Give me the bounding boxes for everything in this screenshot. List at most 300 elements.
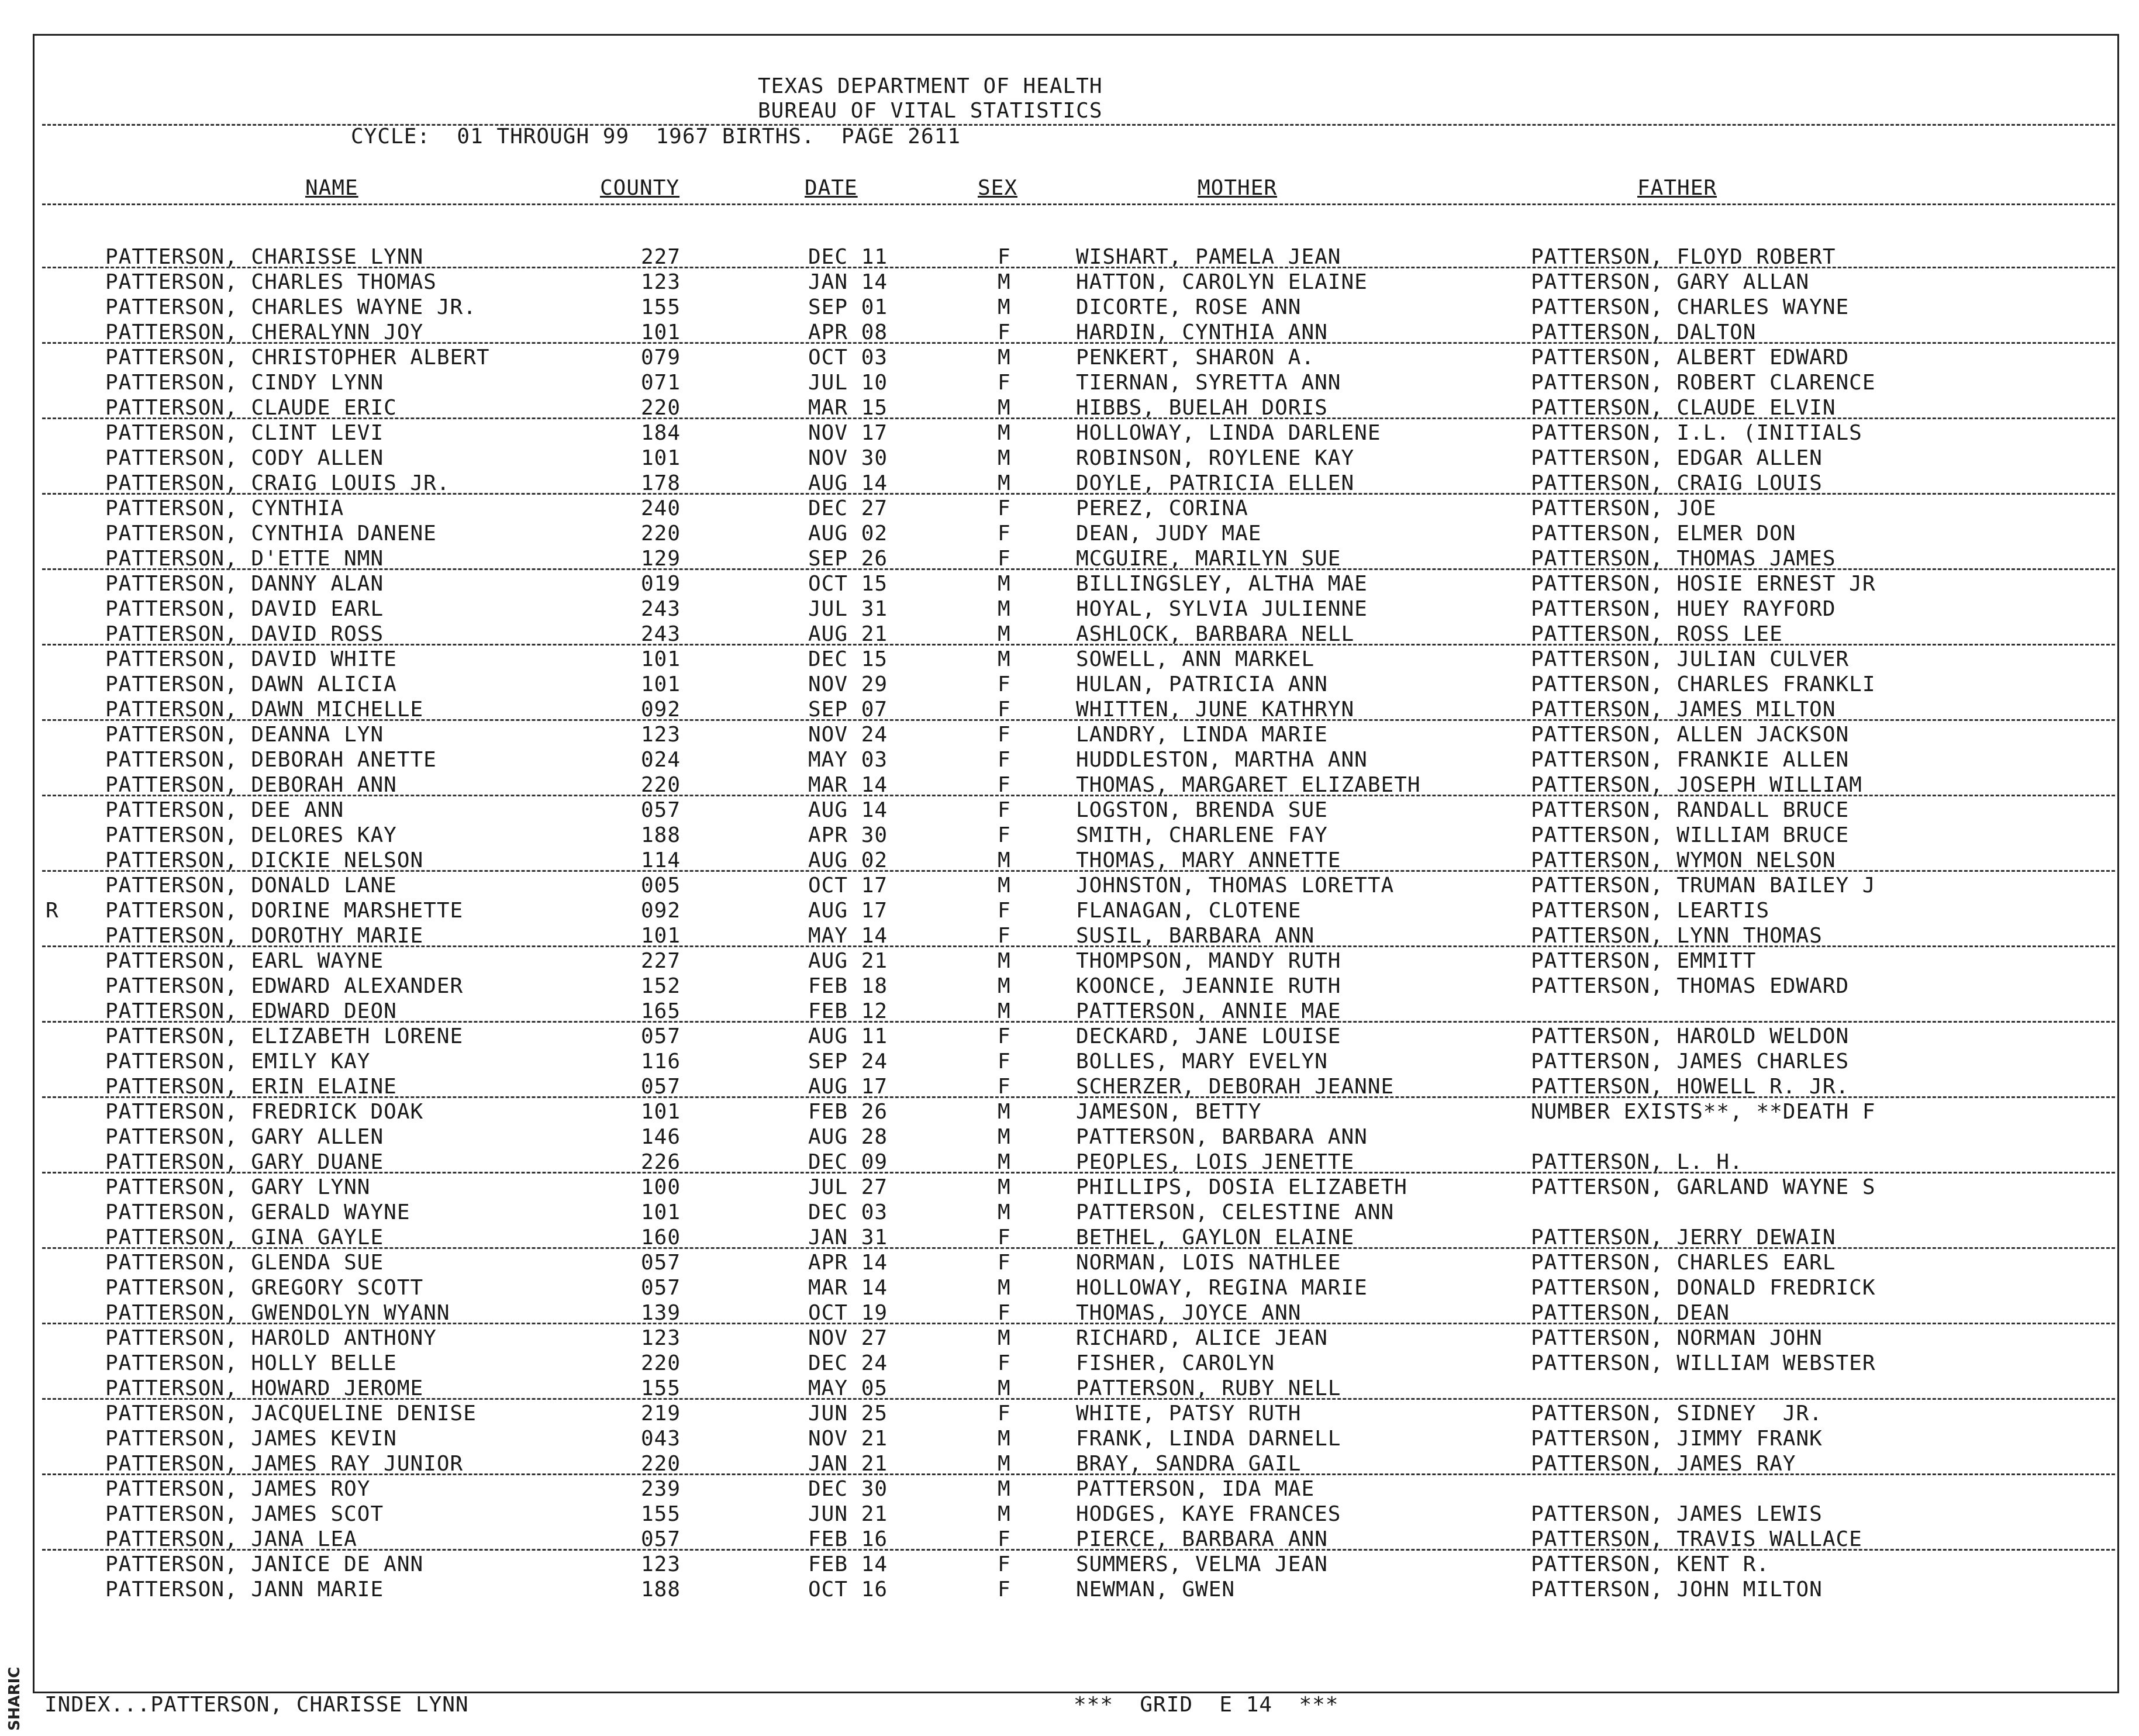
record-name: PATTERSON, CYNTHIA DANENE bbox=[105, 522, 437, 546]
record-mother: PATTERSON, IDA MAE bbox=[1076, 1477, 1315, 1501]
record-father: PATTERSON, L. H. bbox=[1531, 1150, 1743, 1174]
record-father: PATTERSON, ALBERT EDWARD bbox=[1531, 346, 1850, 370]
record-father: PATTERSON, I.L. (INITIALS bbox=[1531, 421, 1862, 445]
record-name: PATTERSON, GLENDA SUE bbox=[105, 1251, 384, 1275]
record-date: MAY 03 bbox=[808, 748, 888, 772]
record-mother: WISHART, PAMELA JEAN bbox=[1076, 245, 1341, 269]
record-sex: M bbox=[998, 1150, 1011, 1174]
record-name: PATTERSON, EDWARD DEON bbox=[105, 999, 397, 1023]
record-county: 071 bbox=[641, 371, 681, 395]
record-name: PATTERSON, DAVID ROSS bbox=[105, 622, 384, 646]
record-county: 240 bbox=[641, 496, 681, 520]
record-name: PATTERSON, CRAIG LOUIS JR. bbox=[105, 471, 450, 495]
record-sex: M bbox=[998, 1125, 1011, 1149]
record-sex: M bbox=[998, 270, 1011, 294]
record-county: 101 bbox=[641, 1200, 681, 1224]
record-county: 079 bbox=[641, 346, 681, 370]
record-name: PATTERSON, ELIZABETH LORENE bbox=[105, 1024, 464, 1048]
record-county: 243 bbox=[641, 622, 681, 646]
record-date: SEP 26 bbox=[808, 547, 888, 571]
record-name: PATTERSON, HAROLD ANTHONY bbox=[105, 1326, 437, 1350]
record-county: 146 bbox=[641, 1125, 681, 1149]
record-name: PATTERSON, CLAUDE ERIC bbox=[105, 396, 397, 420]
record-sex: M bbox=[998, 1427, 1011, 1451]
record-father: PATTERSON, GARLAND WAYNE S bbox=[1531, 1175, 1876, 1199]
record-date: MAR 15 bbox=[808, 396, 888, 420]
record-date: DEC 30 bbox=[808, 1477, 888, 1501]
record-date: NOV 30 bbox=[808, 446, 888, 470]
record-date: AUG 21 bbox=[808, 622, 888, 646]
record-county: 165 bbox=[641, 999, 681, 1023]
record-date: JAN 21 bbox=[808, 1452, 888, 1476]
group-divider bbox=[42, 493, 2115, 495]
record-sex: F bbox=[998, 547, 1011, 571]
record-father: PATTERSON, RANDALL BRUCE bbox=[1531, 798, 1850, 822]
record-date: NOV 27 bbox=[808, 1326, 888, 1350]
record-name: PATTERSON, JAMES KEVIN bbox=[105, 1427, 397, 1451]
record-mother: HUDDLESTON, MARTHA ANN bbox=[1076, 748, 1368, 772]
record-father: PATTERSON, JAMES RAY bbox=[1531, 1452, 1796, 1476]
record-mother: JAMESON, BETTY bbox=[1076, 1100, 1262, 1124]
record-county: 024 bbox=[641, 748, 681, 772]
record-date: SEP 01 bbox=[808, 295, 888, 319]
record-county: 114 bbox=[641, 848, 681, 872]
record-county: 101 bbox=[641, 446, 681, 470]
record-father: PATTERSON, THOMAS EDWARD bbox=[1531, 974, 1850, 998]
record-name: PATTERSON, EMILY KAY bbox=[105, 1050, 371, 1074]
record-county: 123 bbox=[641, 1326, 681, 1350]
record-mother: BRAY, SANDRA GAIL bbox=[1076, 1452, 1302, 1476]
record-date: AUG 02 bbox=[808, 522, 888, 546]
record-mother: HARDIN, CYNTHIA ANN bbox=[1076, 320, 1328, 344]
record-date: FEB 14 bbox=[808, 1552, 888, 1576]
record-father: PATTERSON, DEAN bbox=[1531, 1301, 1730, 1325]
record-mother: THOMAS, MARY ANNETTE bbox=[1076, 848, 1341, 872]
record-county: 220 bbox=[641, 396, 681, 420]
header-divider-2 bbox=[42, 203, 2115, 205]
title-line-1: TEXAS DEPARTMENT OF HEALTH bbox=[758, 74, 1103, 98]
record-date: APR 08 bbox=[808, 320, 888, 344]
record-name: PATTERSON, JANA LEA bbox=[105, 1527, 357, 1551]
footer-grid: *** GRID E 14 *** bbox=[1074, 1693, 1339, 1717]
record-date: JAN 14 bbox=[808, 270, 888, 294]
group-divider bbox=[42, 1473, 2115, 1475]
record-date: JUL 31 bbox=[808, 597, 888, 621]
record-sex: F bbox=[998, 899, 1011, 923]
record-date: SEP 24 bbox=[808, 1050, 888, 1074]
record-father: PATTERSON, FRANKIE ALLEN bbox=[1531, 748, 1850, 772]
record-date: JUN 21 bbox=[808, 1502, 888, 1526]
record-sex: F bbox=[998, 773, 1011, 797]
record-date: JUN 25 bbox=[808, 1402, 888, 1426]
record-date: FEB 26 bbox=[808, 1100, 888, 1124]
group-divider bbox=[42, 795, 2115, 796]
record-mother: DECKARD, JANE LOUISE bbox=[1076, 1024, 1341, 1048]
record-name: PATTERSON, GINA GAYLE bbox=[105, 1226, 384, 1250]
record-mother: HOYAL, SYLVIA JULIENNE bbox=[1076, 597, 1368, 621]
record-mother: PENKERT, SHARON A. bbox=[1076, 346, 1315, 370]
record-county: 220 bbox=[641, 1452, 681, 1476]
record-sex: F bbox=[998, 1075, 1011, 1099]
record-date: MAY 14 bbox=[808, 924, 888, 948]
record-name: PATTERSON, JANICE DE ANN bbox=[105, 1552, 424, 1576]
record-county: 243 bbox=[641, 597, 681, 621]
record-father: PATTERSON, TRAVIS WALLACE bbox=[1531, 1527, 1862, 1551]
record-sex: F bbox=[998, 1301, 1011, 1325]
record-mother: SOWELL, ANN MARKEL bbox=[1076, 647, 1315, 671]
record-date: FEB 16 bbox=[808, 1527, 888, 1551]
record-county: 019 bbox=[641, 572, 681, 596]
record-sex: F bbox=[998, 1402, 1011, 1426]
record-date: OCT 03 bbox=[808, 346, 888, 370]
record-father: PATTERSON, HOSIE ERNEST JR bbox=[1531, 572, 1876, 596]
group-divider bbox=[42, 568, 2115, 570]
record-date: JUL 27 bbox=[808, 1175, 888, 1199]
record-sex: M bbox=[998, 1326, 1011, 1350]
record-county: 123 bbox=[641, 1552, 681, 1576]
record-name: PATTERSON, FREDRICK DOAK bbox=[105, 1100, 424, 1124]
record-sex: M bbox=[998, 1452, 1011, 1476]
record-father: PATTERSON, WILLIAM WEBSTER bbox=[1531, 1351, 1876, 1375]
record-date: OCT 17 bbox=[808, 874, 888, 898]
record-mother: HIBBS, BUELAH DORIS bbox=[1076, 396, 1328, 420]
record-name: PATTERSON, CHRISTOPHER ALBERT bbox=[105, 346, 490, 370]
record-date: DEC 27 bbox=[808, 496, 888, 520]
record-name: PATTERSON, DAVID WHITE bbox=[105, 647, 397, 671]
footer-index: INDEX...PATTERSON, CHARISSE LYNN bbox=[44, 1693, 469, 1717]
record-father: PATTERSON, ALLEN JACKSON bbox=[1531, 723, 1850, 747]
record-father: PATTERSON, KENT R. bbox=[1531, 1552, 1770, 1576]
record-county: 005 bbox=[641, 874, 681, 898]
record-name: PATTERSON, DAWN MICHELLE bbox=[105, 698, 424, 722]
record-mother: TIERNAN, SYRETTA ANN bbox=[1076, 371, 1341, 395]
record-sex: M bbox=[998, 421, 1011, 445]
record-name: PATTERSON, GARY ALLEN bbox=[105, 1125, 384, 1149]
record-name: PATTERSON, CHARLES THOMAS bbox=[105, 270, 437, 294]
record-mother: HODGES, KAYE FRANCES bbox=[1076, 1502, 1341, 1526]
record-county: 101 bbox=[641, 672, 681, 696]
record-county: 160 bbox=[641, 1226, 681, 1250]
record-mother: LOGSTON, BRENDA SUE bbox=[1076, 798, 1328, 822]
group-divider bbox=[42, 342, 2115, 344]
group-divider bbox=[42, 719, 2115, 721]
side-tag: SHARIC bbox=[6, 1666, 23, 1731]
record-mother: PATTERSON, BARBARA ANN bbox=[1076, 1125, 1368, 1149]
record-father: PATTERSON, CHARLES FRANKLI bbox=[1531, 672, 1876, 696]
record-mother: HOLLOWAY, REGINA MARIE bbox=[1076, 1276, 1368, 1300]
record-name: PATTERSON, DEBORAH ANETTE bbox=[105, 748, 437, 772]
record-county: 139 bbox=[641, 1301, 681, 1325]
record-father: PATTERSON, JAMES CHARLES bbox=[1531, 1050, 1850, 1074]
record-sex: F bbox=[998, 1226, 1011, 1250]
record-name: PATTERSON, JAMES SCOT bbox=[105, 1502, 384, 1526]
record-mother: PIERCE, BARBARA ANN bbox=[1076, 1527, 1328, 1551]
record-name: PATTERSON, JAMES RAY JUNIOR bbox=[105, 1452, 464, 1476]
record-father: PATTERSON, JAMES MILTON bbox=[1531, 698, 1836, 722]
record-father: PATTERSON, HOWELL R. JR. bbox=[1531, 1075, 1850, 1099]
record-name: PATTERSON, JACQUELINE DENISE bbox=[105, 1402, 477, 1426]
record-mother: PATTERSON, CELESTINE ANN bbox=[1076, 1200, 1395, 1224]
record-sex: M bbox=[998, 471, 1011, 495]
record-sex: F bbox=[998, 672, 1011, 696]
record-date: FEB 18 bbox=[808, 974, 888, 998]
record-father: PATTERSON, TRUMAN BAILEY J bbox=[1531, 874, 1876, 898]
record-mother: FRANK, LINDA DARNELL bbox=[1076, 1427, 1341, 1451]
record-date: DEC 15 bbox=[808, 647, 888, 671]
record-name: PATTERSON, CHERALYNN JOY bbox=[105, 320, 424, 344]
record-name: PATTERSON, GARY DUANE bbox=[105, 1150, 384, 1174]
record-sex: F bbox=[998, 798, 1011, 822]
record-county: 101 bbox=[641, 320, 681, 344]
record-sex: F bbox=[998, 245, 1011, 269]
record-name: PATTERSON, CHARLES WAYNE JR. bbox=[105, 295, 477, 319]
record-date: AUG 28 bbox=[808, 1125, 888, 1149]
group-divider bbox=[42, 1549, 2115, 1551]
record-date: JUL 10 bbox=[808, 371, 888, 395]
record-sex: M bbox=[998, 396, 1011, 420]
record-name: PATTERSON, DELORES KAY bbox=[105, 823, 397, 847]
record-date: NOV 17 bbox=[808, 421, 888, 445]
record-date: DEC 24 bbox=[808, 1351, 888, 1375]
record-county: 220 bbox=[641, 773, 681, 797]
record-date: NOV 21 bbox=[808, 1427, 888, 1451]
record-county: 092 bbox=[641, 899, 681, 923]
record-county: 123 bbox=[641, 270, 681, 294]
group-divider bbox=[42, 1323, 2115, 1324]
record-sex: M bbox=[998, 1175, 1011, 1199]
record-sex: F bbox=[998, 1251, 1011, 1275]
group-divider bbox=[42, 417, 2115, 419]
record-sex: F bbox=[998, 823, 1011, 847]
record-county: 227 bbox=[641, 949, 681, 973]
record-father: PATTERSON, WILLIAM BRUCE bbox=[1531, 823, 1850, 847]
record-date: JAN 31 bbox=[808, 1226, 888, 1250]
record-father: PATTERSON, JOSEPH WILLIAM bbox=[1531, 773, 1862, 797]
record-date: MAR 14 bbox=[808, 1276, 888, 1300]
record-county: 155 bbox=[641, 295, 681, 319]
record-mother: PATTERSON, RUBY NELL bbox=[1076, 1376, 1341, 1400]
record-mother: BILLINGSLEY, ALTHA MAE bbox=[1076, 572, 1368, 596]
group-divider bbox=[42, 1096, 2115, 1098]
record-mother: WHITE, PATSY RUTH bbox=[1076, 1402, 1302, 1426]
record-county: 101 bbox=[641, 1100, 681, 1124]
record-sex: M bbox=[998, 1502, 1011, 1526]
record-sex: M bbox=[998, 647, 1011, 671]
record-father: PATTERSON, JERRY DEWAIN bbox=[1531, 1226, 1836, 1250]
record-sex: F bbox=[998, 320, 1011, 344]
record-mother: FISHER, CAROLYN bbox=[1076, 1351, 1275, 1375]
record-father: PATTERSON, CRAIG LOUIS bbox=[1531, 471, 1823, 495]
record-name: PATTERSON, EARL WAYNE bbox=[105, 949, 384, 973]
record-mother: PHILLIPS, DOSIA ELIZABETH bbox=[1076, 1175, 1407, 1199]
record-name: PATTERSON, CHARISSE LYNN bbox=[105, 245, 424, 269]
record-mother: PEOPLES, LOIS JENETTE bbox=[1076, 1150, 1355, 1174]
record-father: PATTERSON, DONALD FREDRICK bbox=[1531, 1276, 1876, 1300]
record-sex: F bbox=[998, 371, 1011, 395]
record-father: PATTERSON, LEARTIS bbox=[1531, 899, 1770, 923]
record-county: 226 bbox=[641, 1150, 681, 1174]
record-date: AUG 11 bbox=[808, 1024, 888, 1048]
record-name: PATTERSON, HOLLY BELLE bbox=[105, 1351, 397, 1375]
record-name: PATTERSON, CINDY LYNN bbox=[105, 371, 384, 395]
record-name: PATTERSON, DEE ANN bbox=[105, 798, 344, 822]
record-county: 184 bbox=[641, 421, 681, 445]
record-sex: F bbox=[998, 522, 1011, 546]
record-mother: WHITTEN, JUNE KATHRYN bbox=[1076, 698, 1355, 722]
record-sex: M bbox=[998, 1477, 1011, 1501]
record-county: 188 bbox=[641, 823, 681, 847]
record-sex: M bbox=[998, 1200, 1011, 1224]
group-divider bbox=[42, 267, 2115, 268]
record-sex: M bbox=[998, 1100, 1011, 1124]
record-date: MAR 14 bbox=[808, 773, 888, 797]
record-mother: FLANAGAN, CLOTENE bbox=[1076, 899, 1302, 923]
record-father: PATTERSON, EDGAR ALLEN bbox=[1531, 446, 1823, 470]
record-mother: ASHLOCK, BARBARA NELL bbox=[1076, 622, 1355, 646]
group-divider bbox=[42, 644, 2115, 646]
record-mother: KOONCE, JEANNIE RUTH bbox=[1076, 974, 1341, 998]
record-county: 057 bbox=[641, 1024, 681, 1048]
record-sex: F bbox=[998, 496, 1011, 520]
record-name: PATTERSON, DAVID EARL bbox=[105, 597, 384, 621]
record-name: PATTERSON, CYNTHIA bbox=[105, 496, 344, 520]
record-sex: M bbox=[998, 974, 1011, 998]
record-county: 092 bbox=[641, 698, 681, 722]
record-date: AUG 17 bbox=[808, 899, 888, 923]
record-name: PATTERSON, DOROTHY MARIE bbox=[105, 924, 424, 948]
record-sex: M bbox=[998, 572, 1011, 596]
record-county: 239 bbox=[641, 1477, 681, 1501]
record-mother: BOLLES, MARY EVELYN bbox=[1076, 1050, 1328, 1074]
record-father: PATTERSON, NORMAN JOHN bbox=[1531, 1326, 1823, 1350]
record-mother: BETHEL, GAYLON ELAINE bbox=[1076, 1226, 1355, 1250]
record-father: PATTERSON, JAMES LEWIS bbox=[1531, 1502, 1823, 1526]
record-mother: DOYLE, PATRICIA ELLEN bbox=[1076, 471, 1355, 495]
record-father: PATTERSON, DALTON bbox=[1531, 320, 1757, 344]
record-sex: F bbox=[998, 924, 1011, 948]
record-county: 227 bbox=[641, 245, 681, 269]
record-sex: M bbox=[998, 848, 1011, 872]
record-mother: NORMAN, LOIS NATHLEE bbox=[1076, 1251, 1341, 1275]
group-divider bbox=[42, 870, 2115, 872]
record-father: PATTERSON, GARY ALLAN bbox=[1531, 270, 1810, 294]
record-county: 101 bbox=[641, 647, 681, 671]
group-divider bbox=[42, 1398, 2115, 1400]
record-county: 220 bbox=[641, 522, 681, 546]
record-father: PATTERSON, FLOYD ROBERT bbox=[1531, 245, 1836, 269]
record-mother: THOMAS, JOYCE ANN bbox=[1076, 1301, 1302, 1325]
record-date: AUG 17 bbox=[808, 1075, 888, 1099]
record-county: 152 bbox=[641, 974, 681, 998]
record-sex: M bbox=[998, 1276, 1011, 1300]
record-county: 057 bbox=[641, 1251, 681, 1275]
record-date: FEB 12 bbox=[808, 999, 888, 1023]
cycle-line: CYCLE: 01 THROUGH 99 1967 BIRTHS. PAGE 2611 bbox=[351, 125, 961, 149]
record-sex: M bbox=[998, 295, 1011, 319]
record-date: DEC 11 bbox=[808, 245, 888, 269]
record-father: PATTERSON, ROBERT CLARENCE bbox=[1531, 371, 1876, 395]
record-father: PATTERSON, LYNN THOMAS bbox=[1531, 924, 1823, 948]
col-header-father: FATHER bbox=[1637, 176, 1717, 200]
record-name: PATTERSON, EDWARD ALEXANDER bbox=[105, 974, 464, 998]
record-sex: F bbox=[998, 698, 1011, 722]
record-mother: MCGUIRE, MARILYN SUE bbox=[1076, 547, 1341, 571]
record-father: PATTERSON, HUEY RAYFORD bbox=[1531, 597, 1836, 621]
record-county: 057 bbox=[641, 1075, 681, 1099]
record-mother: THOMAS, MARGARET ELIZABETH bbox=[1076, 773, 1421, 797]
group-divider bbox=[42, 945, 2115, 947]
record-date: OCT 15 bbox=[808, 572, 888, 596]
record-name: PATTERSON, DICKIE NELSON bbox=[105, 848, 424, 872]
group-divider bbox=[42, 1172, 2115, 1174]
record-mother: PATTERSON, ANNIE MAE bbox=[1076, 999, 1341, 1023]
record-father: PATTERSON, SIDNEY JR. bbox=[1531, 1402, 1823, 1426]
record-name: PATTERSON, CODY ALLEN bbox=[105, 446, 384, 470]
record-father: PATTERSON, THOMAS JAMES bbox=[1531, 547, 1836, 571]
record-mother: NEWMAN, GWEN bbox=[1076, 1578, 1236, 1602]
record-county: 043 bbox=[641, 1427, 681, 1451]
record-name: PATTERSON, DONALD LANE bbox=[105, 874, 397, 898]
record-mother: HULAN, PATRICIA ANN bbox=[1076, 672, 1328, 696]
record-sex: M bbox=[998, 874, 1011, 898]
record-mother: RICHARD, ALICE JEAN bbox=[1076, 1326, 1328, 1350]
record-sex: F bbox=[998, 1050, 1011, 1074]
record-sex: F bbox=[998, 723, 1011, 747]
record-sex: F bbox=[998, 748, 1011, 772]
record-father: PATTERSON, JIMMY FRANK bbox=[1531, 1427, 1823, 1451]
record-county: 188 bbox=[641, 1578, 681, 1602]
record-date: AUG 14 bbox=[808, 471, 888, 495]
record-name: PATTERSON, DEANNA LYN bbox=[105, 723, 384, 747]
record-county: 057 bbox=[641, 1276, 681, 1300]
record-name: PATTERSON, GERALD WAYNE bbox=[105, 1200, 410, 1224]
record-father: PATTERSON, ROSS LEE bbox=[1531, 622, 1783, 646]
col-header-date: DATE bbox=[805, 176, 858, 200]
record-mother: SMITH, CHARLENE FAY bbox=[1076, 823, 1328, 847]
record-name: PATTERSON, GARY LYNN bbox=[105, 1175, 371, 1199]
record-sex: F bbox=[998, 1351, 1011, 1375]
record-father: PATTERSON, EMMITT bbox=[1531, 949, 1757, 973]
record-mother: SUSIL, BARBARA ANN bbox=[1076, 924, 1315, 948]
record-date: APR 14 bbox=[808, 1251, 888, 1275]
record-sex: M bbox=[998, 597, 1011, 621]
group-divider bbox=[42, 1247, 2115, 1249]
record-mother: SCHERZER, DEBORAH JEANNE bbox=[1076, 1075, 1395, 1099]
record-county: 129 bbox=[641, 547, 681, 571]
record-date: AUG 21 bbox=[808, 949, 888, 973]
record-name: PATTERSON, DEBORAH ANN bbox=[105, 773, 397, 797]
record-father: PATTERSON, CHARLES WAYNE bbox=[1531, 295, 1850, 319]
record-mother: HATTON, CAROLYN ELAINE bbox=[1076, 270, 1368, 294]
record-county: 116 bbox=[641, 1050, 681, 1074]
record-father: PATTERSON, JOE bbox=[1531, 496, 1717, 520]
record-father: PATTERSON, ELMER DON bbox=[1531, 522, 1796, 546]
record-name: PATTERSON, HOWARD JEROME bbox=[105, 1376, 424, 1400]
record-date: NOV 24 bbox=[808, 723, 888, 747]
record-name: PATTERSON, CLINT LEVI bbox=[105, 421, 384, 445]
record-mother: THOMPSON, MANDY RUTH bbox=[1076, 949, 1341, 973]
record-date: SEP 07 bbox=[808, 698, 888, 722]
record-name: PATTERSON, GREGORY SCOTT bbox=[105, 1276, 424, 1300]
record-mother: SUMMERS, VELMA JEAN bbox=[1076, 1552, 1328, 1576]
record-father: PATTERSON, CHARLES EARL bbox=[1531, 1251, 1836, 1275]
record-county: 123 bbox=[641, 723, 681, 747]
record-sex: M bbox=[998, 999, 1011, 1023]
record-name: PATTERSON, JANN MARIE bbox=[105, 1578, 384, 1602]
record-county: 057 bbox=[641, 798, 681, 822]
record-mother: PEREZ, CORINA bbox=[1076, 496, 1248, 520]
record-mother: ROBINSON, ROYLENE KAY bbox=[1076, 446, 1355, 470]
